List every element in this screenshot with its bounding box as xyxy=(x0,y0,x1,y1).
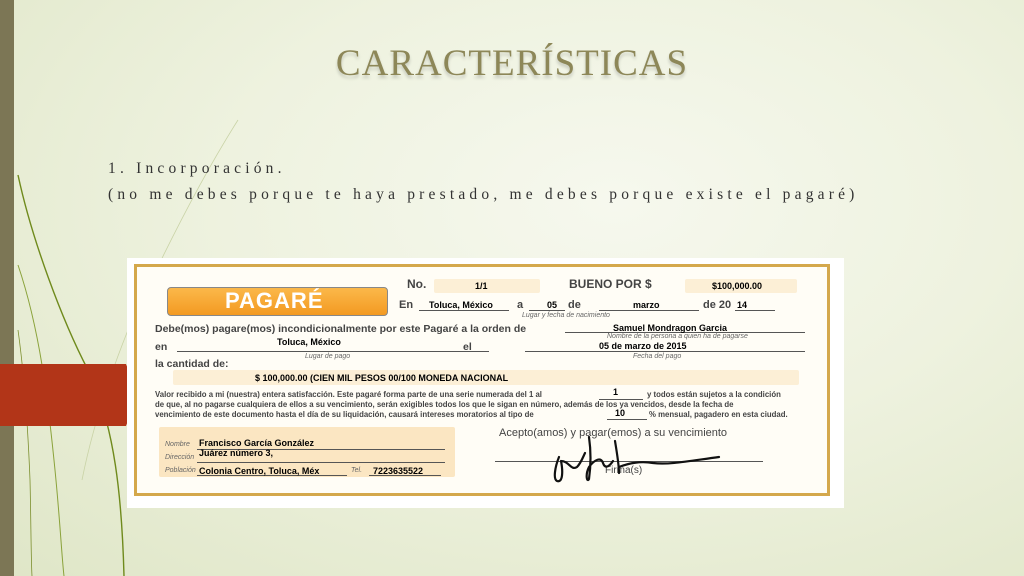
acepto-label: Acepto(amos) y pagar(emos) a su vencimiento xyxy=(499,427,728,439)
payee-value: Samuel Mondragon Garcia xyxy=(613,323,728,333)
payee-caption: Nombre de la persona a quien ha de pagarse xyxy=(607,333,748,340)
pay-date-value: 05 de marzo de 2015 xyxy=(599,341,687,351)
debemos-text: Debe(mos) pagare(mos) incondicionalmente por este Pagaré a la orden de xyxy=(155,323,527,335)
nombre-label: Nombre xyxy=(165,441,190,448)
fecha-pago-caption: Fecha del pago xyxy=(633,353,682,360)
point-incorporacion: 1. Incorporación. xyxy=(108,160,286,177)
lugar-fecha-caption: Lugar y fecha de nacimiento xyxy=(522,312,610,319)
bueno-value: $100,000.00 xyxy=(712,281,763,291)
pagare-header: PAGARÉ xyxy=(225,288,324,313)
amount-value: $ 100,000.00 (CIEN MIL PESOS 00/100 MONEDA NACIONAL xyxy=(255,373,509,383)
poblacion-label: Población xyxy=(165,467,196,474)
point-explanation: (no me debes porque te haya prestado, me debes porque existe el pagaré) xyxy=(108,186,859,203)
no-label: No. xyxy=(407,277,427,291)
lugar-pago-caption: Lugar de pago xyxy=(305,353,351,360)
valor-line3: vencimiento de este documento hasta el día de su liquidación, causará intereses moratorios al tipo de xyxy=(155,410,534,419)
direccion-line xyxy=(197,462,445,463)
pagare-header-box xyxy=(167,287,388,316)
day-line xyxy=(529,310,565,311)
debtor-phone: 7223635522 xyxy=(373,466,424,476)
slide-title: CARACTERÍSTICAS xyxy=(335,43,689,84)
a-label: a xyxy=(517,299,524,311)
interest-line xyxy=(607,419,647,420)
place-value: Toluca, México xyxy=(429,300,493,310)
no-value: 1/1 xyxy=(475,281,488,291)
valor-line1: Valor recibido a mi (nuestra) entera satisfacción. Este pagaré forma parte de una serie numerada del 1 al xyxy=(155,390,542,399)
cantidad-label: la cantidad de: xyxy=(155,358,229,370)
accent-tab xyxy=(0,364,126,426)
month-value: marzo xyxy=(633,300,660,310)
valor-line1b: y todos están sujetos a la condición xyxy=(647,390,781,399)
interest-value: 10 xyxy=(615,408,626,418)
en-label: En xyxy=(399,299,414,311)
year-line xyxy=(735,310,775,311)
valor-line2: de que, al no pagarse cualquiera de ellos a su vencimiento, serán exigibles todos los que le sigan en número, además de los ya vencidos, desde la fecha de xyxy=(155,400,734,409)
debtor-city: Colonia Centro, Toluca, Méx xyxy=(199,466,320,476)
firma-label: Firma(s) xyxy=(605,465,643,476)
bueno-label: BUENO POR $ xyxy=(569,277,652,291)
pagare-document xyxy=(134,264,830,496)
serie-value: 1 xyxy=(613,387,619,397)
place-line xyxy=(419,310,509,311)
de20-label: de 20 xyxy=(703,299,732,311)
pay-place-line xyxy=(177,351,489,352)
el-label: el xyxy=(463,341,472,353)
month-line xyxy=(599,310,699,311)
en2-label: en xyxy=(155,341,168,353)
debtor-address: Juárez número 3, xyxy=(199,448,274,458)
year-value: 14 xyxy=(737,300,748,310)
pay-place-value: Toluca, México xyxy=(277,337,341,347)
debtor-name: Francisco García González xyxy=(199,438,315,448)
de-label: de xyxy=(568,299,581,311)
signature-scribble xyxy=(549,427,749,487)
day-value: 05 xyxy=(547,300,558,310)
pay-date-line xyxy=(525,351,805,352)
direccion-label: Dirección xyxy=(165,454,195,461)
valor-line3b: % mensual, pagadero en esta ciudad. xyxy=(649,410,788,419)
tel-label: Tel. xyxy=(351,467,363,474)
